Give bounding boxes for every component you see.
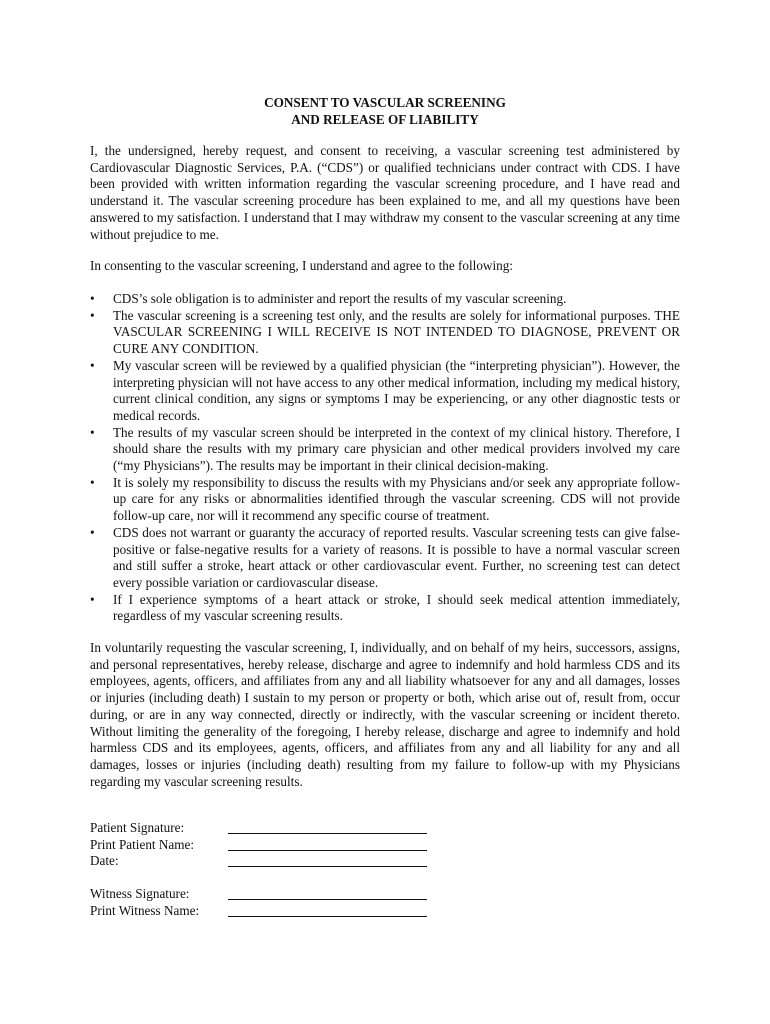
bullet-text: If I experience symptoms of a heart attack or stroke, I should seek medical attention immediately, regardless of my vascular screening results. [113, 591, 680, 624]
bullet-icon: • [90, 307, 95, 323]
print-witness-name-field[interactable] [228, 916, 427, 917]
patient-signature-field[interactable] [228, 833, 427, 834]
print-patient-name-field[interactable] [228, 850, 427, 851]
agreement-bullet-list [90, 291, 680, 625]
date-field[interactable] [228, 866, 427, 867]
patient-signature-row [90, 820, 450, 837]
bullet-text: CDS’s sole obligation is to administer and report the results of my vascular screening. [113, 291, 567, 306]
bullet-text: It is solely my responsibility to discuss the results with my Physicians and/or seek any appropriate follow-up care for any risks or abnormalities identified through the vascular screening. CDS will not provide follow-up care, nor will it recommend any specific course of treatment. [113, 474, 680, 524]
list-item [90, 475, 680, 525]
list-item [90, 425, 680, 475]
list-item [90, 592, 680, 625]
patient-signature-block [90, 820, 450, 870]
witness-signature-block [90, 886, 450, 919]
witness-signature-field[interactable] [228, 899, 427, 900]
bullet-text: My vascular screen will be reviewed by a qualified physician (the “interpreting physician”). However, the interpreting physician will not have access to any other medical information, including my medical history, current clinical condition, any signs or symptoms I may be experiencing, or any other diagnostic tests or medical records. [113, 357, 680, 423]
bullet-text: The vascular screening is a screening test only, and the results are solely for informational purposes. THE VASCULAR SCREENING I WILL RECEIVE IS NOT INTENDED TO DIAGNOSE, PREVENT OR CURE ANY CONDITION. [113, 307, 680, 357]
list-item [90, 291, 680, 308]
print-patient-name-label: Print Patient Name: [90, 836, 195, 852]
consent-paragraph: I, the undersigned, hereby request, and consent to receiving, a vascular screening test administered by Cardiovascular Diagnostic Services, P.A. (“CDS”) or qualified technicians under contract with CDS. I have been provided with written information regarding the vascular screening procedure, and I have read and understand it. The vascular screening procedure has been explained to me, and all my questions have been answered to my satisfaction. I understand that I may withdraw my consent to the vascular screening at any time without prejudice to me. [90, 143, 680, 242]
print-witness-name-row [90, 903, 450, 920]
document-title [90, 95, 680, 128]
bullet-icon: • [90, 357, 95, 373]
list-item [90, 525, 680, 592]
date-label: Date: [90, 853, 119, 868]
bullet-icon: • [90, 524, 95, 540]
patient-signature-label: Patient Signature: [90, 820, 185, 835]
list-item [90, 308, 680, 358]
title-line-1: CONSENT TO VASCULAR SCREENING [264, 95, 506, 110]
bullet-icon: • [90, 291, 95, 306]
bullet-text: The results of my vascular screen should be interpreted in the context of my clinical history. Therefore, I should share the results with my primary care physician and other medical providers involved my care (“my Physicians”). The results may be important in their clinical decision-making. [113, 424, 680, 474]
witness-signature-label: Witness Signature: [90, 886, 190, 901]
bullet-text: CDS does not warrant or guaranty the accuracy of reported results. Vascular screening tests can give false-positive or false-negative results for a variety of reasons. It is possible to have a normal vascular screen and still suffer a stroke, heart attack or other cardiovascular event. Further, no screening test can detect every possible variation or cardiovascular disease. [113, 524, 680, 590]
print-witness-name-label: Print Witness Name: [90, 902, 200, 918]
date-row [90, 853, 450, 870]
title-line-2: AND RELEASE OF LIABILITY [291, 111, 479, 127]
bullet-icon: • [90, 591, 95, 607]
bullet-icon: • [90, 474, 95, 490]
bullet-icon: • [90, 424, 95, 440]
agreement-intro-paragraph: In consenting to the vascular screening, I understand and agree to the following: [90, 258, 513, 273]
release-of-liability-paragraph: In voluntarily requesting the vascular screening, I, individually, and on behalf of my heirs, successors, assigns, and personal representatives, hereby release, discharge and agree to indemnify and hold harmless CDS and its employees, agents, officers, and affiliates from any and all liability whatsoever for any and all damages, losses or injuries (including death) I sustain to my person or property or both, which arise out of, result from, occur during, or are in any way connected, directly or indirectly, with the vascular screening or incident thereto. Without limiting the generality of the foregoing, I hereby release, discharge and agree to indemnify and hold harmless CDS and its employees, agents, officers, and affiliates from any and all liability for any and all damages, losses or injuries (including death) resulting from my failure to follow-up with my Physicians regarding my vascular screening results. [90, 640, 680, 789]
print-patient-name-row [90, 837, 450, 854]
list-item [90, 358, 680, 425]
witness-signature-row [90, 886, 450, 903]
